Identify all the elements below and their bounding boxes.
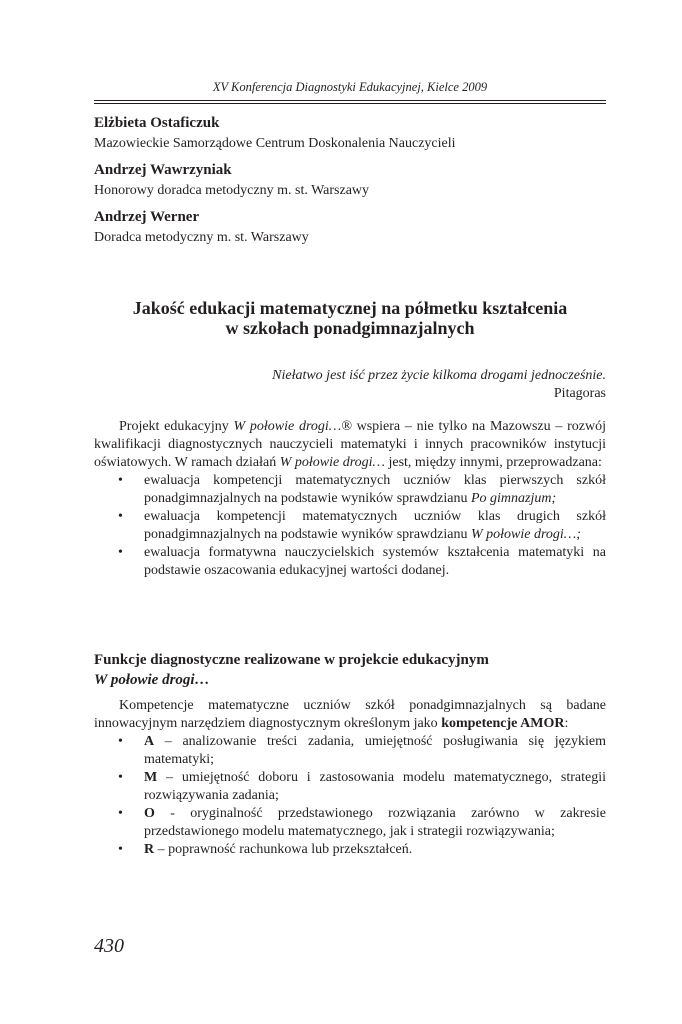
list-item-text: – poprawność rachunkowa lub przekształceń. [154, 842, 413, 857]
bullet-icon: • [118, 842, 123, 857]
amor-letter: M [144, 770, 158, 785]
author-entry [94, 113, 606, 154]
bullet-icon: • [118, 545, 123, 560]
intro-paragraph [94, 418, 606, 472]
amor-section [94, 697, 606, 859]
list-item-text: ewaluacja kompetencji matematycznych uczniów klas drugich szkół ponadgimnazjalnych na podstawie wyników sprawdzianu [144, 509, 606, 542]
bullet-icon: • [118, 770, 123, 785]
amor-letter: O [144, 806, 155, 821]
list-item-text: - oryginalność przedstawionego rozwiązania zarówno w zakresie przedstawionego modelu matematycznego, jak i strategii rozwiązywania; [144, 806, 606, 839]
list-item-italic: W połowie drogi…; [470, 527, 581, 542]
evaluation-list [94, 472, 606, 580]
paper-title [94, 298, 606, 338]
amor-text-c: : [564, 716, 569, 731]
author-entry [94, 160, 606, 201]
list-item-text: – analizowanie treści zadania, umiejętność posługiwania się językiem matematyki; [144, 734, 606, 767]
running-header: XV Konferencja Diagnostyki Edukacyjnej, Kielce 2009 [212, 80, 488, 94]
intro-section [94, 418, 606, 580]
amor-letter: R [144, 842, 155, 857]
section-heading-line-2: W połowie drogi… [94, 672, 210, 688]
bullet-icon: • [118, 806, 123, 821]
amor-list [94, 733, 606, 859]
intro-text-c: wspiera – nie tylko na Mazowszu – rozwój kwalifikacji diagnostycznych nauczycieli matematyki i innych pracowników instytucji oświatowych. W ramach działań [94, 419, 606, 470]
list-item [94, 508, 606, 544]
bullet-icon: • [118, 509, 123, 524]
author-entry [94, 207, 606, 248]
bullet-icon: • [118, 473, 123, 488]
section-heading-line-1: Funkcje diagnostyczne realizowane w projekcie edukacyjnym [94, 652, 489, 668]
page-number: 430 [94, 935, 124, 957]
authors-block [94, 113, 606, 254]
author-name: Andrzej Werner [94, 209, 200, 225]
intro-project-name: W połowie drogi…® [233, 419, 352, 434]
epigraph-quote: Niełatwo jest iść przez życie kilkoma drogami jednocześnie. [272, 368, 606, 383]
intro-text-a: Projekt edukacyjny [119, 419, 234, 434]
title-line-1: Jakość edukacji matematycznej na półmetku kształcenia [132, 298, 568, 318]
amor-term: kompetencje AMOR [441, 716, 565, 731]
author-affiliation: Mazowieckie Samorządowe Centrum Doskonalenia Nauczycieli [94, 136, 456, 151]
list-item-text: ewaluacja formatywna nauczycielskich systemów kształcenia matematyki na podstawie oszacowania edukacyjnej wartości dodanej. [144, 545, 606, 578]
intro-text-e: jest, między innymi, przeprowadzana: [384, 455, 602, 470]
list-item-text: ewaluacja kompetencji matematycznych uczniów klas pierwszych szkół ponadgimnazjalnych na podstawie wyników sprawdzianu [144, 473, 606, 506]
amor-paragraph [94, 697, 606, 733]
list-item-italic: Po gimnazjum; [470, 491, 557, 506]
epigraph [94, 367, 606, 403]
section-heading [94, 650, 606, 690]
author-name: Elżbieta Ostaficzuk [94, 115, 220, 131]
intro-project-name-2: W połowie drogi… [279, 455, 385, 470]
amor-letter: A [144, 734, 155, 749]
author-affiliation: Honorowy doradca metodyczny m. st. Warszawy [94, 183, 370, 198]
author-affiliation: Doradca metodyczny m. st. Warszawy [94, 230, 309, 245]
list-item [94, 841, 606, 859]
title-line-2: w szkołach ponadgimnazjalnych [225, 318, 475, 338]
list-item [94, 544, 606, 580]
list-item [94, 805, 606, 841]
list-item [94, 769, 606, 805]
epigraph-author: Pitagoras [553, 386, 606, 401]
amor-text-a: Kompetencje matematyczne uczniów szkół ponadgimnazjalnych są badane innowacyjnym narzędziem diagnostycznym określonym jako [94, 698, 606, 731]
list-item [94, 472, 606, 508]
list-item-text: – umiejętność doboru i zastosowania modelu matematycznego, strategii rozwiązywania zadania; [144, 770, 606, 803]
author-name: Andrzej Wawrzyniak [94, 162, 232, 178]
bullet-icon: • [118, 734, 123, 749]
list-item [94, 733, 606, 769]
